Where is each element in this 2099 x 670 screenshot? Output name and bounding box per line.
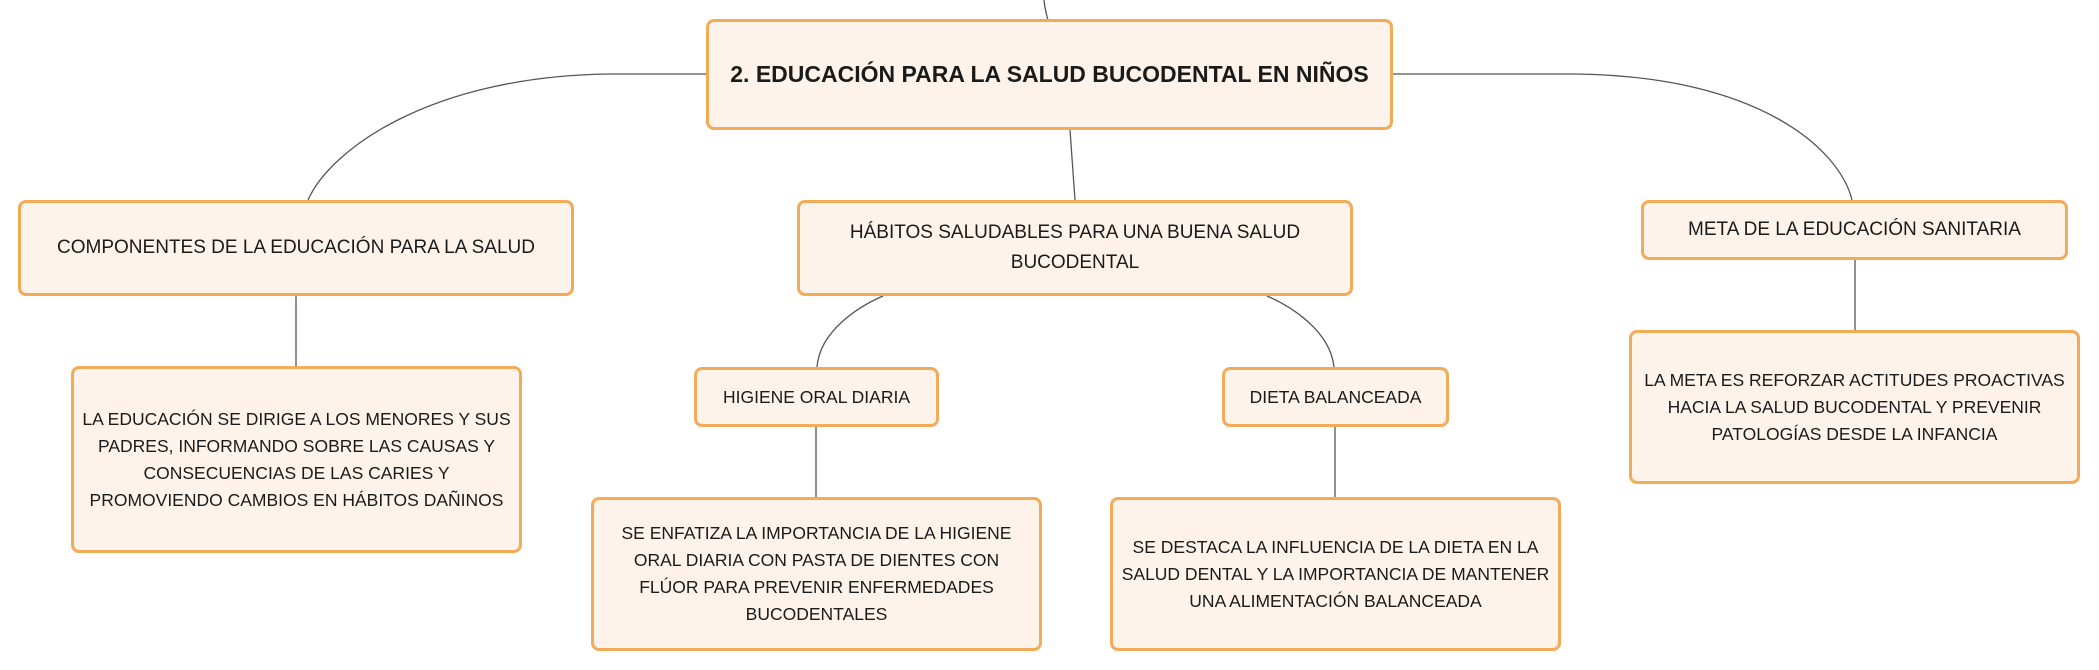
meta-node[interactable]: [1641, 200, 2068, 260]
root-node[interactable]: [706, 19, 1393, 130]
componentes-node[interactable]: [18, 200, 574, 296]
meta-detail-text: LA META ES REFORZAR ACTITUDES PROACTIVAS HACIA LA SALUD BUCODENTAL Y PREVENIR PATOLOGÍAS DESDE LA INFANCIA: [1644, 369, 2065, 444]
dieta-detail-node[interactable]: [1110, 497, 1561, 651]
dieta-detail-text: SE DESTACA LA INFLUENCIA DE LA DIETA EN LA SALUD DENTAL Y LA IMPORTANCIA DE MANTENER UNA ALIMENTACIÓN BALANCEADA: [1121, 536, 1550, 611]
habitos-node[interactable]: [797, 200, 1353, 296]
dieta-node[interactable]: [1222, 367, 1449, 427]
connector-habitos-dieta: [1267, 296, 1334, 367]
connector-parent: [1044, 0, 1048, 20]
connector-habitos-higiene: [817, 296, 883, 367]
higiene-detail-node[interactable]: [591, 497, 1042, 651]
componentes-label: COMPONENTES DE LA EDUCACIÓN PARA LA SALUD: [57, 237, 535, 258]
dieta-label: DIETA BALANCEADA: [1249, 386, 1422, 407]
root-title: 2. EDUCACIÓN PARA LA SALUD BUCODENTAL EN NIÑOS: [730, 61, 1369, 87]
connector-root-habitos: [1070, 130, 1075, 200]
habitos-label: HÁBITOS SALUDABLES PARA UNA BUENA SALUD BUCODENTAL: [849, 222, 1301, 273]
meta-label: META DE LA EDUCACIÓN SANITARIA: [1688, 219, 2021, 240]
higiene-label: HIGIENE ORAL DIARIA: [722, 386, 911, 407]
meta-detail-node[interactable]: [1629, 330, 2080, 484]
higiene-detail-text: SE ENFATIZA LA IMPORTANCIA DE LA HIGIENE ORAL DIARIA CON PASTA DE DIENTES CON FLÚOR PARA PREVENIR ENFERMEDADES BUCODENTALES: [621, 523, 1012, 624]
componentes-detail-text: LA EDUCACIÓN SE DIRIGE A LOS MENORES Y SUS PADRES, INFORMANDO SOBRE LAS CAUSAS Y CONSECUENCIAS DE LAS CARIES Y PROMOVIENDO CAMBIOS EN HÁBITOS DAÑINOS: [82, 408, 511, 510]
connector-root-meta: [1393, 74, 1852, 200]
connector-root-componentes: [308, 74, 706, 200]
componentes-detail-node[interactable]: [71, 366, 522, 553]
higiene-node[interactable]: [694, 367, 939, 427]
